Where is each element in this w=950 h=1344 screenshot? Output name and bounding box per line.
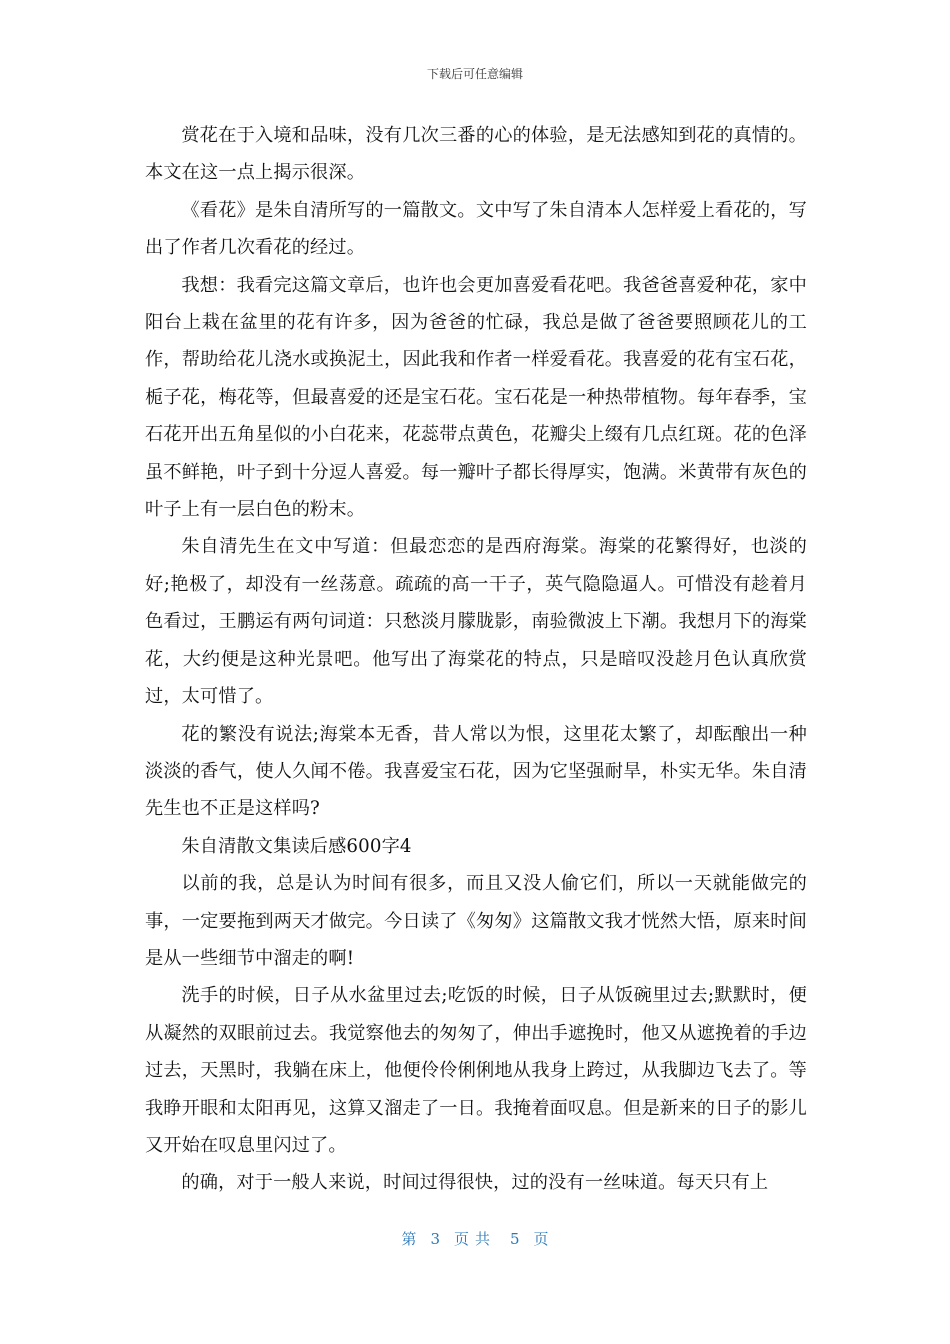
footer-prefix: 第 xyxy=(401,1230,417,1248)
paragraph-7: 洗手的时候，日子从水盆里过去;吃饭的时候，日子从饭碗里过去;默默时，便从凝然的双眼前过去。我觉察他去的匆匆了，伸出手遮挽时，他又从遮挽着的手边过去，天黑时，我躺在床上，他便伶伶俐俐地从我身上跨过，从我脚边飞去了。等我睁开眼和太阳再见，这算又溜走了一日。我掩着面叹息。但是新来的日子的影儿又开始在叹息里闪过了。 xyxy=(145,985,807,1156)
paragraph-4: 朱自清先生在文中写道：但最恋恋的是西府海棠。海棠的花繁得好，也淡的好;艳极了，却没有一丝荡意。疏疏的高一干子，英气隐隐逼人。可惜没有趁着月色看过，王鹏运有两句词道：只愁淡月朦胧影，南验微波上下潮。我想月下的海棠花，大约便是这种光景吧。他写出了海棠花的特点，只是暗叹没趁月色认真欣赏过，太可惜了。 xyxy=(145,536,807,708)
footer-suffix: 页 xyxy=(533,1230,549,1248)
footer-total-pages: 5 xyxy=(510,1230,520,1248)
paragraph-1: 赏花在于入境和品味，没有几次三番的心的体验，是无法感知到花的真情的。本文在这一点上揭示很深。 xyxy=(145,125,807,184)
page-header-note: 下载后可任意编辑 xyxy=(426,67,523,81)
paragraph-5: 花的繁没有说法;海棠本无香，昔人常以为恨，这里花太繁了，却酝酿出一种淡淡的香气，使人久闻不倦。我喜爱宝石花，因为它坚强耐旱，朴实无华。朱自清先生也不正是这样吗? xyxy=(145,723,807,820)
page-footer xyxy=(0,1229,950,1249)
footer-current-page: 3 xyxy=(430,1230,440,1248)
footer-middle: 页共 xyxy=(453,1230,496,1248)
paragraph-2: 《看花》是朱自清所写的一篇散文。文中写了朱自清本人怎样爱上看花的，写出了作者几次看花的经过。 xyxy=(145,199,807,259)
section-heading: 朱自清散文集读后感600字4 xyxy=(181,835,412,857)
paragraph-6: 以前的我，总是认为时间有很多，而且又没人偷它们，所以一天就能做完的事，一定要拖到两天才做完。今日读了《匆匆》这篇散文我才恍然大悟，原来时间是从一些细节中溜走的啊! xyxy=(145,873,807,969)
document-body xyxy=(145,117,807,1202)
paragraph-8: 的确，对于一般人来说，时间过得很快，过的没有一丝味道。每天只有上 xyxy=(181,1172,769,1194)
paragraph-3: 我想：我看完这篇文章后，也许也会更加喜爱看花吧。我爸爸喜爱种花，家中阳台上栽在盆里的花有许多，因为爸爸的忙碌，我总是做了爸爸要照顾花儿的工作，帮助给花儿浇水或换泥土，因此我和作者一样爱看花。我喜爱的花有宝石花，栀子花，梅花等，但最喜爱的还是宝石花。宝石花是一种热带植物。每年春季，宝石花开出五角星似的小白花来，花蕊带点黄色，花瓣尖上缀有几点红斑。花的色泽虽不鲜艳，叶子到十分逗人喜爱。每一瓣叶子都长得厚实，饱满。米黄带有灰色的叶子上有一层白色的粉末。 xyxy=(145,274,807,521)
